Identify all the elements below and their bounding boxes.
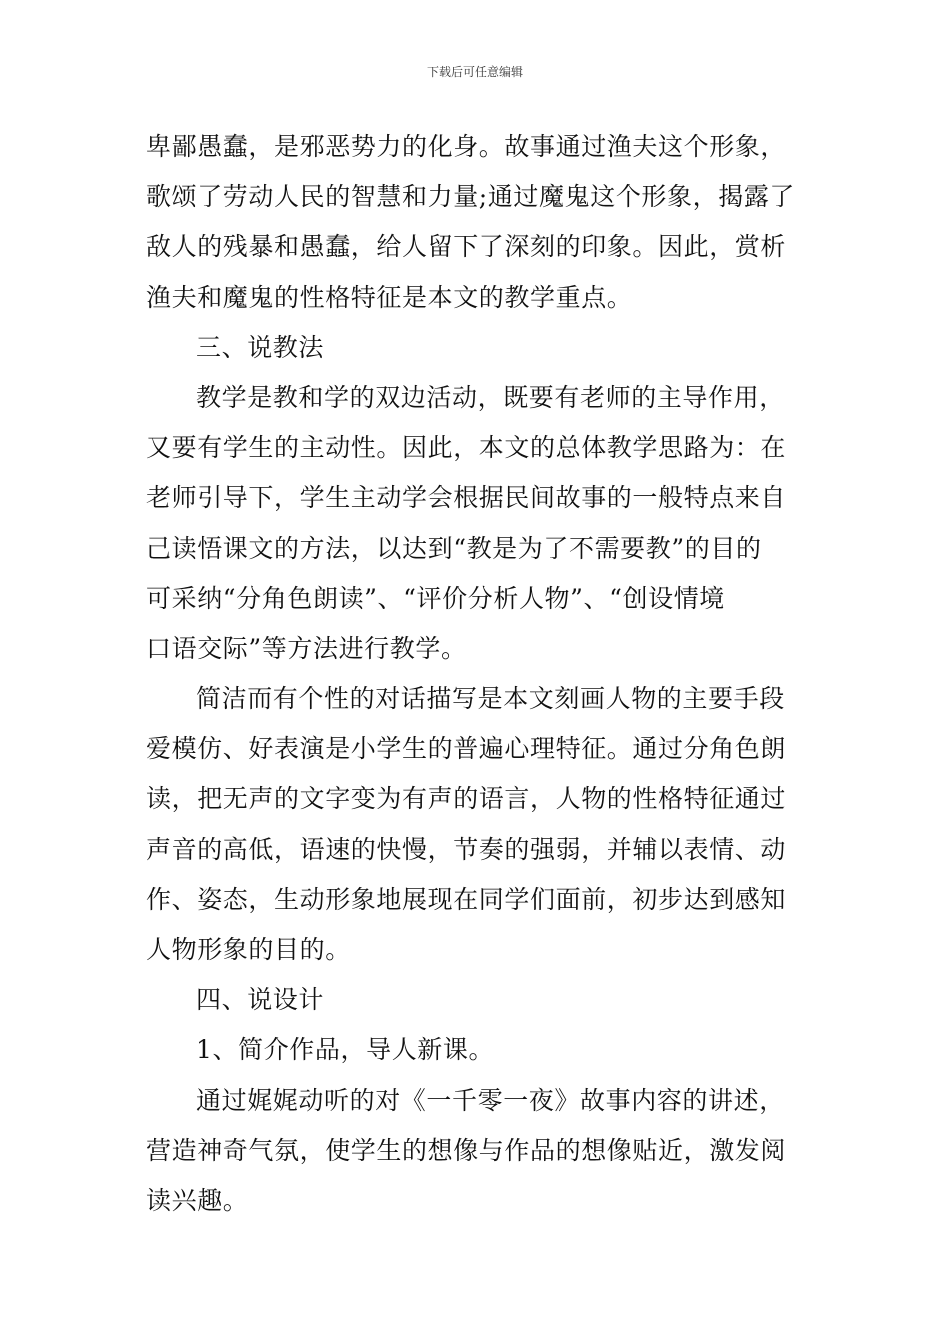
page-header-note: 下载后可任意编辑	[426, 65, 523, 79]
text-line: 作、姿态，生动形象地展现在同学们面前，初步达到感知	[146, 884, 787, 914]
text-line: 敌人的残暴和愚蠢，给人留下了深刻的印象。因此，赏析	[146, 232, 787, 262]
text-line: 爱模仿、好表演是小学生的普遍心理特征。通过分角色朗	[146, 734, 787, 764]
text-line: 三、说教法	[196, 332, 325, 362]
text-line: 营造神奇气氛，使学生的想像与作品的想像贴近，激发阅	[146, 1135, 787, 1165]
text-line: 口语交际”等方法进行教学。	[146, 633, 467, 663]
text-line: 读，把无声的文字变为有声的语言，人物的性格特征通过	[146, 784, 787, 814]
text-line: 读兴趣。	[146, 1185, 249, 1215]
text-line: 可采纳“分角色朗读”、“评价分析人物”、“创设情境	[146, 583, 725, 613]
text-line: 卑鄙愚蠢，是邪恶势力的化身。故事通过渔夫这个形象，	[146, 132, 787, 161]
text-line: 人物形象的目的。	[146, 935, 351, 964]
text-line: 老师引导下，学生主动学会根据民间故事的一般特点来自	[146, 483, 787, 513]
text-line: 己读悟课文的方法，以达到“教是为了不需要教”的目的	[146, 533, 762, 563]
text-line: 教学是教和学的双边活动，既要有老师的主导作用，	[196, 382, 785, 412]
text-line: 渔夫和魔鬼的性格特征是本文的教学重点。	[146, 282, 633, 312]
document-body	[146, 122, 808, 1226]
text-line: 四、说设计	[196, 985, 325, 1015]
text-line: 声音的高低，语速的快慢，节奏的强弱，并辅以表情、动	[146, 834, 787, 864]
text-line: 通过娓娓动听的对《一千零一夜》故事内容的讲述，	[196, 1085, 785, 1115]
text-line: 简洁而有个性的对话描写是本文刻画人物的主要手段	[196, 684, 785, 714]
text-line: 歌颂了劳动人民的智慧和力量;通过魔鬼这个形象，揭露了	[146, 182, 796, 212]
text-line: 1、简介作品，导人新课。	[196, 1035, 495, 1065]
text-line: 又要有学生的主动性。因此，本文的总体教学思路为：在	[146, 433, 787, 463]
